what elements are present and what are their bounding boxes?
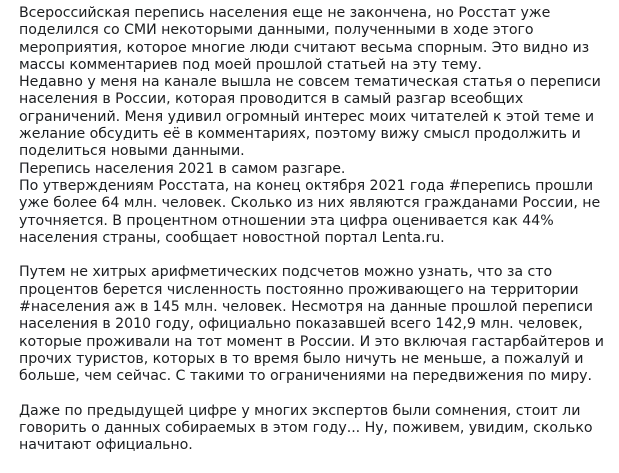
post-body xyxy=(19,5,615,455)
text-line: поделился со СМИ некоторыми данными, полученными в ходе этого xyxy=(19,22,534,39)
text-line: начитают официально. xyxy=(19,437,193,454)
text-line: Путем не хитрых арифметических подсчетов можно узнать, что за сто xyxy=(19,264,553,281)
text-line: уточняется. В процентном отношении эта цифра оценивается как 44% xyxy=(19,212,554,229)
paragraph-context xyxy=(19,74,615,160)
text-line: Недавно у меня на канале вышла не совсем тематическая статья о переписи xyxy=(19,74,601,91)
paragraph-rosstat xyxy=(19,178,615,247)
text-line: населения в России, которая проводится в самый разгар всеобщих xyxy=(19,91,524,108)
text-line: больше, чем сейчас. С такими то ограничениями на передвижения по миру. xyxy=(19,368,592,385)
text-line: процентов берется численность постоянно проживающего на территории xyxy=(19,281,579,298)
text-line: Всероссийская перепись населения еще не закончена, но Росстат уже xyxy=(19,5,551,21)
text-line: ограничений. Меня удивил огромный интерес моих читателей к этой теме и xyxy=(19,108,595,125)
section-heading: Перепись населения 2021 в самом разгаре. xyxy=(19,160,346,177)
paragraph-spacer xyxy=(19,386,615,403)
text-line: поделиться новыми данными. xyxy=(19,143,245,160)
paragraph-intro xyxy=(19,5,615,74)
text-line: населения в 2010 году, официально показавшей всего 142,9 млн. человек, xyxy=(19,316,583,333)
text-line: населения страны, сообщает новостной портал Lenta.ru. xyxy=(19,229,445,246)
paragraph-spacer xyxy=(19,247,615,264)
text-line: которые проживали на тот момент в России. И это включая гастарбайтеров и xyxy=(19,333,604,350)
text-line: желание обсудить её в комментариях, поэтому вижу смысл продолжить и xyxy=(19,126,581,143)
text-line: уже более 64 млн. человек. Сколько из них являются гражданами России, не xyxy=(19,195,601,212)
paragraph-arithmetic xyxy=(19,264,615,385)
text-line: массы комментариев под моей прошлой статьей на эту тему. xyxy=(19,56,482,73)
paragraph-conclusion xyxy=(19,403,615,455)
text-line: мероприятия, которое многие люди считают весьма спорным. Это видно из xyxy=(19,39,590,56)
text-line: говорить о данных собираемых в этом году... Ну, поживем, увидим, сколько xyxy=(19,420,593,437)
text-line: #населения аж в 145 млн. человек. Несмотря на данные прошлой переписи xyxy=(19,299,593,316)
text-line: Даже по предыдущей цифре у многих экспертов были сомнения, стоит ли xyxy=(19,402,581,419)
text-line: По утверждениям Росстата, на конец октября 2021 года #перепись прошли xyxy=(19,177,594,194)
text-line: прочих туристов, которых в то время было ничуть не меньше, а пожалуй и xyxy=(19,350,584,367)
